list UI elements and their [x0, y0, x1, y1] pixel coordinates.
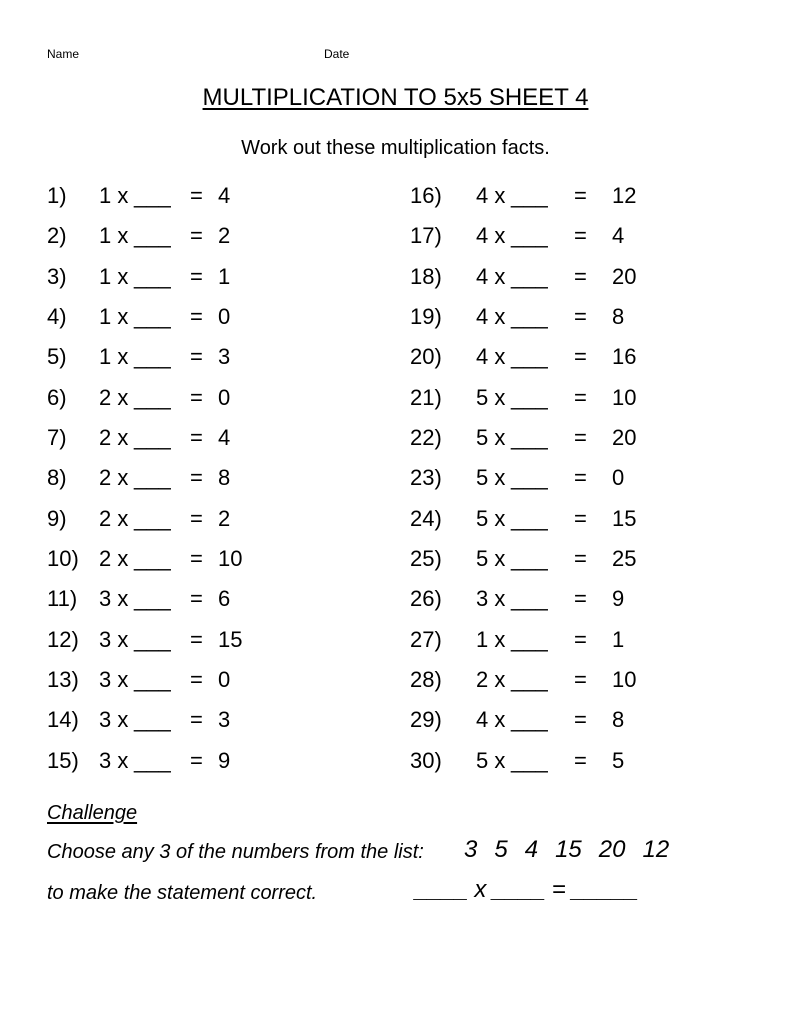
question-factor: 2 x: [99, 384, 129, 410]
answer-blank[interactable]: ___: [511, 304, 548, 330]
question-factor: 1 x: [476, 626, 506, 652]
question-factor: 4 x: [476, 344, 506, 370]
challenge-statement: [415, 876, 645, 904]
equals-sign: =: [190, 546, 203, 572]
list-number: 20: [598, 836, 626, 863]
equals-sign: =: [574, 344, 587, 370]
equals-sign: =: [574, 505, 587, 531]
answer-blank[interactable]: ___: [511, 546, 548, 572]
question-number: 22): [410, 425, 442, 451]
statement-blank[interactable]: _____: [571, 876, 639, 903]
page-title: [0, 84, 791, 112]
question-number: 9): [47, 505, 67, 531]
answer-blank[interactable]: ___: [511, 747, 548, 773]
answer-blank[interactable]: ___: [134, 384, 171, 410]
answer-blank[interactable]: ___: [134, 304, 171, 330]
answer-blank[interactable]: ___: [134, 425, 171, 451]
equals-sign: =: [190, 747, 203, 773]
question-number: 25): [410, 546, 442, 572]
answer-blank[interactable]: ___: [511, 586, 548, 612]
equals-sign: =: [574, 465, 587, 491]
question-product: 4: [612, 223, 625, 249]
equals-sign: =: [190, 344, 203, 370]
answer-blank[interactable]: ___: [511, 465, 548, 491]
question-number: 18): [410, 263, 442, 289]
equals-sign: =: [190, 304, 203, 330]
equals-sign: =: [574, 586, 587, 612]
list-number: 3: [464, 836, 478, 863]
answer-blank[interactable]: ___: [134, 586, 171, 612]
question-product: 9: [218, 747, 231, 773]
question-number: 10): [47, 546, 79, 572]
answer-blank[interactable]: ___: [134, 263, 171, 289]
question-number: 26): [410, 586, 442, 612]
question-number: 13): [47, 667, 79, 693]
question-number: 23): [410, 465, 442, 491]
answer-blank[interactable]: ___: [511, 183, 548, 208]
equals-sign: =: [190, 425, 203, 451]
answer-blank[interactable]: ___: [511, 667, 548, 693]
challenge-heading: Challenge: [47, 802, 138, 824]
question-product: 20: [612, 425, 637, 451]
question-product: 0: [612, 465, 625, 491]
question-product: 2: [218, 223, 231, 249]
question-factor: 3 x: [99, 586, 129, 612]
answer-blank[interactable]: ___: [511, 707, 548, 733]
question-number: 14): [47, 707, 79, 733]
equals-sign: =: [190, 707, 203, 733]
name-label: Name: [47, 47, 80, 61]
question-product: 8: [612, 707, 625, 733]
question-product: 5: [612, 747, 625, 773]
answer-blank[interactable]: ___: [134, 344, 171, 370]
equals-sign: =: [190, 183, 203, 208]
answer-blank[interactable]: ___: [511, 223, 548, 249]
question-number: 6): [47, 384, 67, 410]
equals-sign: =: [574, 747, 587, 773]
instructions: Work out these multiplication facts.: [241, 137, 550, 159]
question-product: 16: [612, 344, 637, 370]
equals-sign: =: [574, 223, 587, 249]
answer-blank[interactable]: ___: [511, 505, 548, 531]
question-number: 21): [410, 384, 442, 410]
question-number: 17): [410, 223, 442, 249]
equals-sign: =: [574, 626, 587, 652]
question-product: 3: [218, 344, 231, 370]
equals-sign: =: [190, 223, 203, 249]
question-factor: 3 x: [99, 747, 129, 773]
question-factor: 1 x: [99, 183, 129, 208]
question-factor: 1 x: [99, 223, 129, 249]
question-number: 19): [410, 304, 442, 330]
question-factor: 2 x: [476, 667, 506, 693]
challenge-instruction: Choose any 3 of the numbers from the list:: [47, 841, 424, 863]
question-factor: 5 x: [476, 747, 506, 773]
question-factor: 4 x: [476, 223, 506, 249]
question-factor: 2 x: [99, 465, 129, 491]
question-factor: 1 x: [99, 344, 129, 370]
question-product: 2: [218, 505, 231, 531]
challenge-instruction-2: to make the statement correct.: [47, 882, 318, 904]
question-factor: 5 x: [476, 425, 506, 451]
question-number: 24): [410, 505, 442, 531]
question-product: 15: [612, 505, 637, 531]
list-number: 12: [642, 836, 670, 863]
equals-sign: =: [190, 586, 203, 612]
question-factor: 1 x: [99, 263, 129, 289]
equals-sign: =: [574, 707, 587, 733]
answer-blank[interactable]: ___: [511, 626, 548, 652]
question-product: 9: [612, 586, 625, 612]
question-product: 20: [612, 263, 637, 289]
equals-sign: =: [551, 876, 566, 903]
question-factor: 3 x: [99, 667, 129, 693]
question-number: 29): [410, 707, 442, 733]
list-number: 5: [494, 836, 508, 863]
question-product: 0: [218, 384, 231, 410]
equals-sign: =: [574, 546, 587, 572]
question-number: 15): [47, 747, 79, 773]
question-product: 8: [612, 304, 625, 330]
question-number: 28): [410, 667, 442, 693]
question-product: 0: [218, 304, 231, 330]
question-number: 1): [47, 183, 67, 208]
equals-sign: =: [190, 465, 203, 491]
times-sign: x: [474, 876, 487, 903]
question-factor: 4 x: [476, 707, 506, 733]
question-product: 4: [218, 183, 231, 208]
answer-blank[interactable]: ___: [134, 707, 171, 733]
question-product: 12: [612, 183, 637, 208]
question-product: 1: [612, 626, 625, 652]
statement-blank[interactable]: ____: [492, 876, 546, 903]
question-product: 10: [612, 384, 637, 410]
equals-sign: =: [190, 384, 203, 410]
question-number: 5): [47, 344, 67, 370]
question-product: 15: [218, 626, 243, 652]
equals-sign: =: [574, 183, 587, 208]
answer-blank[interactable]: ___: [511, 384, 548, 410]
question-number: 27): [410, 626, 442, 652]
question-number: 20): [410, 344, 442, 370]
question-factor: 3 x: [476, 586, 506, 612]
date-label: Date: [324, 47, 350, 61]
question-number: 30): [410, 747, 442, 773]
answer-blank[interactable]: ___: [511, 344, 548, 370]
equals-sign: =: [190, 626, 203, 652]
question-number: 7): [47, 425, 67, 451]
equals-sign: =: [574, 425, 587, 451]
question-number: 4): [47, 304, 67, 330]
equals-sign: =: [574, 384, 587, 410]
answer-blank[interactable]: ___: [134, 747, 171, 773]
question-factor: 4 x: [476, 263, 506, 289]
list-number: 15: [555, 836, 582, 863]
challenge-number-list: [464, 836, 686, 864]
answer-blank[interactable]: ___: [134, 505, 171, 531]
question-factor: 5 x: [476, 384, 506, 410]
answer-blank[interactable]: ___: [511, 425, 548, 451]
equals-sign: =: [574, 304, 587, 330]
question-product: 10: [612, 667, 637, 693]
answer-blank[interactable]: ___: [134, 546, 171, 572]
answer-blank[interactable]: ___: [134, 667, 171, 693]
question-factor: 5 x: [476, 465, 506, 491]
answer-blank[interactable]: ___: [511, 263, 548, 289]
question-factor: 1 x: [99, 304, 129, 330]
question-product: 1: [218, 263, 231, 289]
question-factor: 4 x: [476, 304, 506, 330]
equals-sign: =: [190, 263, 203, 289]
question-product: 25: [612, 546, 637, 572]
question-factor: 5 x: [476, 505, 506, 531]
question-number: 16): [410, 183, 442, 208]
question-factor: 3 x: [99, 707, 129, 733]
equals-sign: =: [574, 263, 587, 289]
question-product: 4: [218, 425, 231, 451]
answer-blank[interactable]: ___: [134, 626, 171, 652]
question-factor: 2 x: [99, 546, 129, 572]
question-product: 3: [218, 707, 231, 733]
statement-blank[interactable]: ____: [415, 876, 469, 903]
page-title-text: MULTIPLICATION TO 5x5 SHEET 4: [202, 84, 589, 111]
question-factor: 3 x: [99, 626, 129, 652]
question-number: 8): [47, 465, 67, 491]
question-product: 8: [218, 465, 231, 491]
question-factor: 4 x: [476, 183, 506, 208]
question-product: 10: [218, 546, 243, 572]
answer-blank[interactable]: ___: [134, 465, 171, 491]
question-number: 3): [47, 263, 67, 289]
answer-blank[interactable]: ___: [134, 183, 171, 208]
answer-blank[interactable]: ___: [134, 223, 171, 249]
question-number: 12): [47, 626, 79, 652]
question-factor: 2 x: [99, 505, 129, 531]
equals-sign: =: [574, 667, 587, 693]
list-number: 4: [524, 836, 539, 863]
question-factor: 5 x: [476, 546, 506, 572]
equals-sign: =: [190, 667, 203, 693]
question-number: 11): [47, 586, 78, 612]
question-number: 2): [47, 223, 67, 249]
question-product: 6: [218, 586, 231, 612]
equals-sign: =: [190, 505, 203, 531]
question-product: 0: [218, 667, 231, 693]
question-factor: 2 x: [99, 425, 129, 451]
